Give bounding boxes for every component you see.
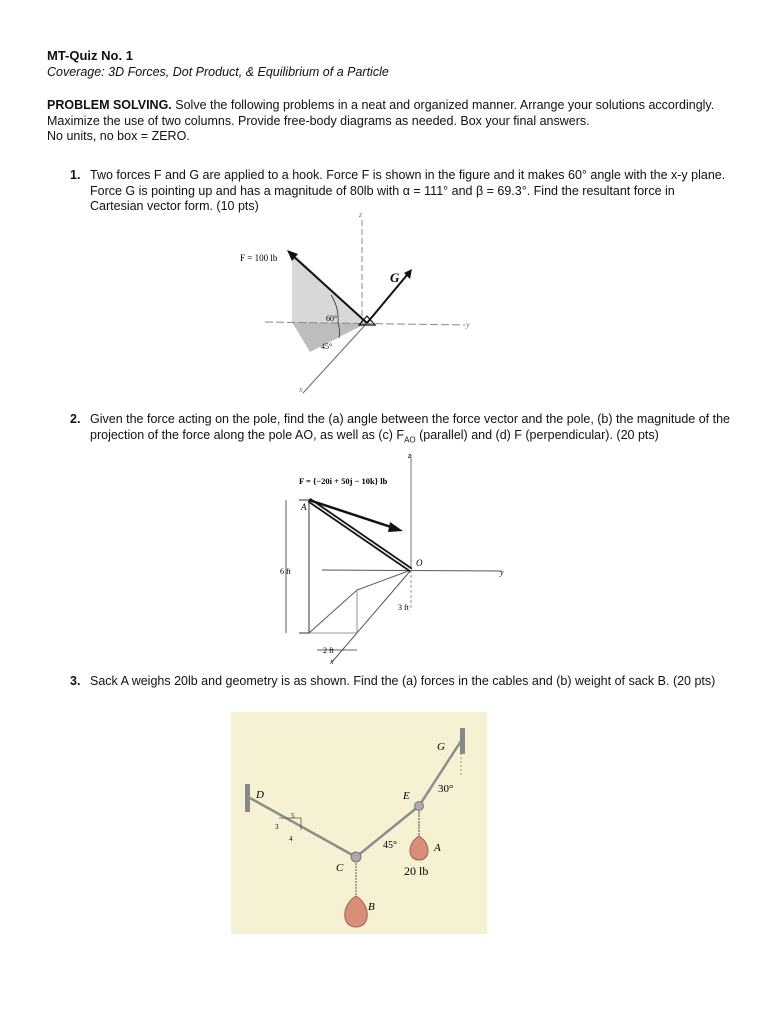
problem-text-part2: (parallel) and (d) F (perpendicular). (20 pts)	[415, 427, 659, 442]
point-a-label: A	[434, 842, 441, 854]
force-arrowhead	[388, 522, 403, 532]
ring-c	[351, 852, 361, 862]
problem-2	[70, 412, 730, 448]
point-g-label: G	[437, 741, 445, 753]
z-axis-label: z	[408, 451, 412, 460]
angle-30-label: 30°	[438, 783, 454, 795]
force-g-label: G	[390, 270, 400, 285]
instructions-heading: PROBLEM SOLVING.	[47, 98, 172, 112]
problem-1-figure	[235, 210, 495, 400]
dim-3ft-label: 3 ft	[398, 603, 409, 612]
sack-a-weight: 20 lb	[404, 864, 429, 878]
point-d-label: D	[256, 789, 264, 801]
z-axis-label: z	[359, 210, 363, 219]
angle-45-label: 45°	[383, 840, 397, 851]
instructions-warning: No units, no box = ZERO.	[47, 129, 190, 143]
x-axis-label: x	[299, 385, 303, 394]
force-label: F = {−20i + 50j − 10k} lb	[299, 476, 388, 486]
point-e-label: E	[403, 790, 410, 802]
problem-1	[70, 168, 730, 215]
point-b-label: B	[368, 901, 375, 913]
y-axis-label: y	[466, 320, 470, 329]
dim-6ft-label: 6 ft	[280, 567, 291, 576]
y-axis-label: y	[500, 568, 504, 577]
base-outline	[309, 570, 411, 633]
point-o-label: O	[416, 558, 423, 568]
slope-5-label: 5	[291, 812, 295, 820]
angle-60-label: 60°	[326, 314, 338, 323]
x-axis	[332, 570, 411, 662]
problem-number: 2.	[70, 412, 81, 426]
quiz-header	[47, 48, 389, 80]
instructions-body: Solve the following problems in a neat and organized manner. Arrange your solutions accordingly. Maximize the use of two columns. Provide free-body diagrams as needed. Box your final answers.	[47, 98, 715, 128]
angle-45-label: 45°	[321, 342, 333, 351]
force-f-label: F = 100 lb	[240, 253, 278, 263]
problem-text-part1: Given the force acting on the pole, find the (a) angle between the force vector and the pole, (b) the magnitude of the projection of the force along the pole AO, as well as (c) F	[90, 412, 730, 442]
problem-number: 1.	[70, 168, 81, 182]
problem-subscript: AO	[404, 435, 416, 444]
problem-3	[70, 674, 730, 690]
y-axis	[322, 570, 502, 571]
point-a-label: A	[301, 502, 307, 512]
force-arrow	[309, 500, 394, 528]
quiz-title: MT-Quiz No. 1	[47, 48, 133, 63]
slope-4-label: 4	[289, 835, 293, 843]
instructions	[47, 98, 737, 145]
problem-text	[90, 412, 730, 448]
problem-text: Sack A weighs 20lb and geometry is as shown. Find the (a) forces in the cables and (b) weight of sack B. (20 pts)	[90, 674, 716, 688]
quiz-coverage: Coverage: 3D Forces, Dot Product, & Equilibrium of a Particle	[47, 65, 389, 79]
problem-text: Two forces F and G are applied to a hook. Force F is shown in the figure and it makes 60° angle with the x-y plane. Force G is pointing up and has a magnitude of 80lb with α = 111° and β = 69.3°. Find the resultant force in Cartesian vector form. (10 pts)	[90, 168, 726, 213]
pole-highlight	[309, 500, 411, 570]
slope-3-label: 3	[275, 823, 279, 831]
force-g-arrow	[367, 275, 407, 323]
problem-number: 3.	[70, 674, 81, 688]
dim-2ft-label: 2 ft	[323, 646, 334, 655]
wall-d	[245, 784, 250, 812]
point-c-label: C	[336, 862, 344, 874]
problem-2-figure	[272, 450, 522, 665]
problem-3-figure	[231, 712, 487, 934]
ring-e	[415, 802, 424, 811]
x-axis-label: x	[330, 657, 334, 666]
